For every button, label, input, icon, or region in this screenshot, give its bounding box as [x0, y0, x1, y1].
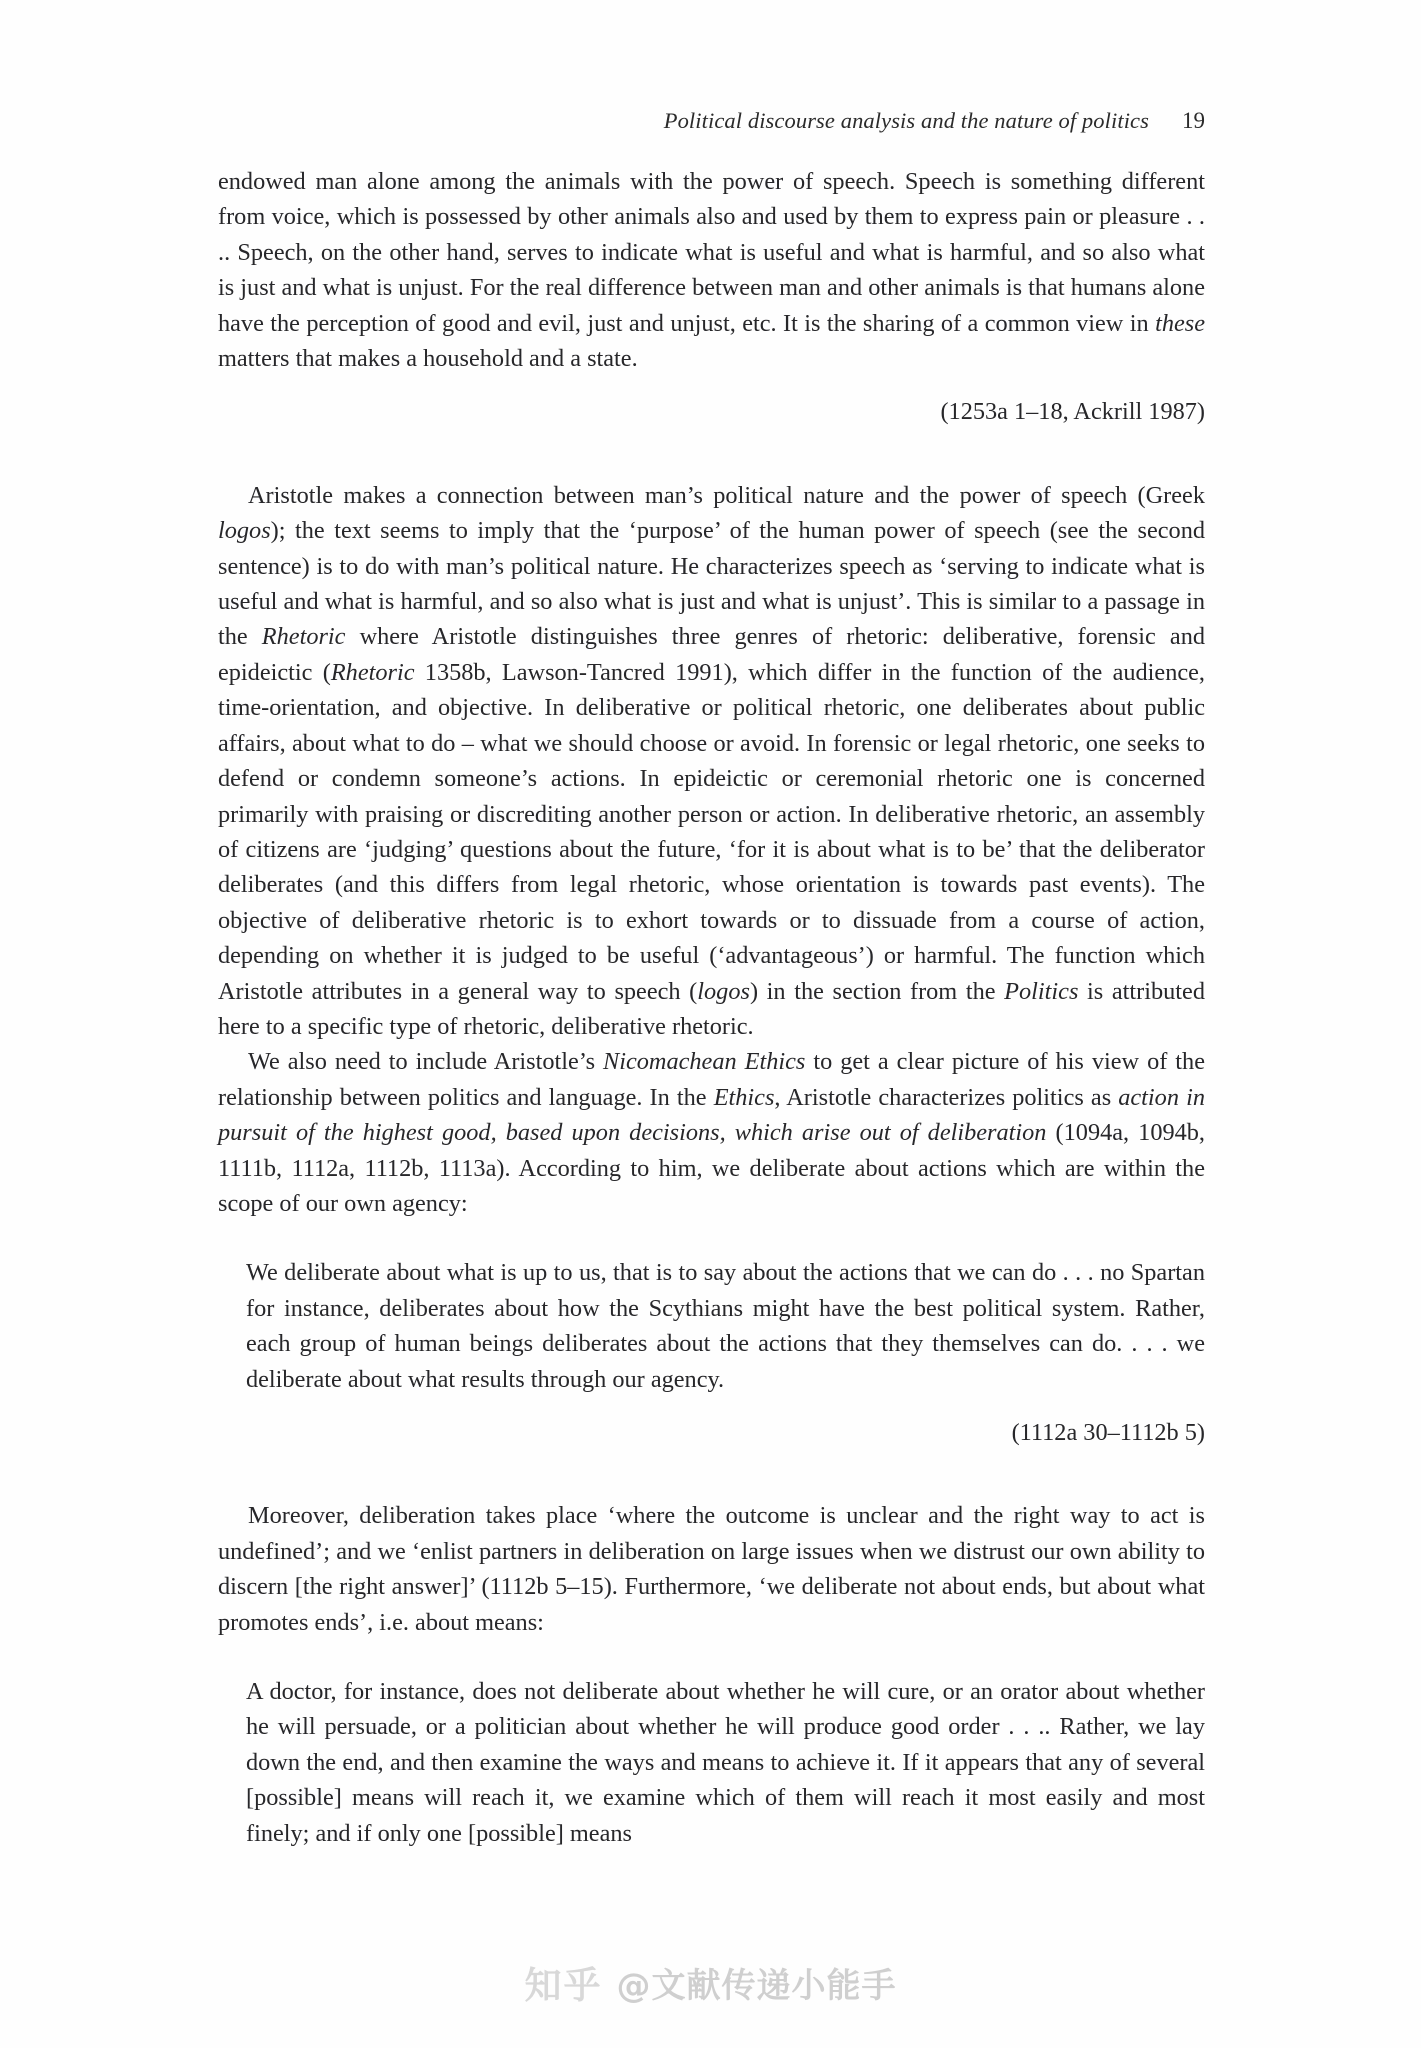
para2-seg1: We also need to include Aristotle’s — [248, 1048, 604, 1076]
quote1-text-part2: matters that makes a household and a state. — [218, 345, 638, 373]
spacer — [218, 1397, 1205, 1415]
para2-seg4: (1094a, 1094b, 1111b, 1112a, 1112b, 1113a). According to him, we deliberate about actions which are within the scope of our own agency: — [218, 1119, 1206, 1217]
spacer — [218, 1450, 1205, 1498]
para1-italic-politics: Politics — [1004, 977, 1079, 1005]
spacer — [218, 1221, 1205, 1255]
spacer — [218, 1640, 1205, 1674]
paragraph-moreover-deliberation: Moreover, deliberation takes place ‘where the outcome is unclear and the right way to act is undefined’; and we ‘enlist partners in deliberation on large issues when we distrust our own ability to discern [the right answer]’ (1112b 5–15). Furthermore, ‘we deliberate not about ends, but about what promotes ends’, i.e. about means: — [218, 1502, 1205, 1636]
para1-seg6: is attributed here to a specific type of rhetoric, deliberative rhetoric. — [218, 977, 1205, 1040]
para1-italic-rhetoric-2: Rhetoric — [330, 658, 415, 686]
running-head — [218, 108, 1205, 142]
para2-italic-nicomachean-ethics: Nicomachean Ethics — [603, 1048, 806, 1076]
block-quote-deliberation-agency: We deliberate about what is up to us, that is to say about the actions that we can do . . . no Spartan for instance, deliberates about how the Scythians might have the best political system. Rather, each group of human beings deliberates about the actions that they themselves can do. . . . we deliberate about what results through our agency. — [246, 1259, 1205, 1393]
block-quote-aristotle-politics — [218, 164, 1205, 376]
para2-seg3: , Aristotle characterizes politics as — [774, 1083, 1119, 1111]
para1-italic-rhetoric-1: Rhetoric — [261, 623, 346, 651]
running-head-title: Political discourse analysis and the nature of politics — [663, 108, 1149, 133]
para1-italic-logos: logos — [218, 517, 271, 545]
paragraph-aristotle-connection — [218, 478, 1205, 1045]
citation-ackrill-1987: (1253a 1–18, Ackrill 1987) — [940, 398, 1205, 426]
watermark-logo: 知乎 — [524, 1964, 603, 2007]
block-quote-doctor-orator: A doctor, for instance, does not deliberate about whether he will cure, or an orator about whether he will persuade, or a politician about whether he will produce good order . . .. Rather, we lay down the end, and then examine the ways and means to achieve it. If it appears that any of several [possible] means will reach it, we examine which of them will reach it most easily and most finely; and if only one [possible] means — [246, 1678, 1205, 1847]
para1-seg3: where Aristotle distinguishes three genres of rhetoric: deliberative, forensic and epideictic ( — [218, 623, 1205, 686]
quote1-text-part1: endowed man alone among the animals with the power of speech. Speech is something different from voice, which is possessed by other animals also and used by them to express pain or pleasure . . .. Speech, on the other hand, serves to indicate what is useful and what is harmful, and so also what is just and what is unjust. For the real difference between man and other animals is that humans alone have the perception of good and evil, just and unjust, etc. It is the sharing of a common view in — [218, 168, 1205, 337]
page-number: 19 — [1182, 108, 1205, 133]
para1-seg1: Aristotle makes a connection between man’s political nature and the power of speech (Greek — [248, 481, 1205, 509]
para1-italic-logos-2: logos — [697, 977, 750, 1005]
para1-seg2: ); the text seems to imply that the ‘purpose’ of the human power of speech (see the second sentence) is to do with man’s political nature. He characterizes speech as ‘serving to indicate what is useful and what is harmful, and so also what is just and what is unjust’. This is similar to a passage in the — [218, 517, 1205, 651]
para2-italic-definition-of-politics: action in pursuit of the highest good, based upon decisions, which arise out of deliberation — [218, 1083, 1205, 1147]
citation-1112a-1112b: (1112a 30–1112b 5) — [1011, 1419, 1205, 1446]
spacer — [218, 376, 1205, 394]
para1-seg4: 1358b, Lawson-Tancred 1991), which differ in the function of the audience, time-orientation, and objective. In deliberative or political rhetoric, one deliberates about public affairs, about what to do – what we should choose or avoid. In forensic or legal rhetoric, one seeks to defend or condemn someone’s actions. In epideictic or ceremonial rhetoric one is concerned primarily with praising or discrediting another person or action. In deliberative rhetoric, an assembly of citizens are ‘judging’ questions about the future, ‘for it is about what is to be’ that the deliberator deliberates (and this differs from legal rhetoric, whose orientation is towards past events). The objective of deliberative rhetoric is to exhort towards or to dissuade from a course of action, depending on whether it is judged to be useful (‘advantageous’) or harmful. The function which Aristotle attributes in a general way to speech ( — [218, 658, 1205, 1005]
spacer — [218, 430, 1205, 478]
watermark-handle: @文献传递小能手 — [616, 1965, 897, 2006]
para1-seg5: ) in the section from the — [749, 977, 1005, 1005]
para2-italic-ethics: Ethics — [713, 1083, 775, 1111]
watermark — [0, 1955, 1421, 2009]
para2-seg2: to get a clear picture of his view of the relationship between politics and language. In the — [218, 1048, 1205, 1111]
quote1-emphasis-these: these — [1155, 309, 1205, 337]
page-content — [218, 108, 1205, 1851]
paragraph-nicomachean-ethics — [218, 1044, 1205, 1221]
